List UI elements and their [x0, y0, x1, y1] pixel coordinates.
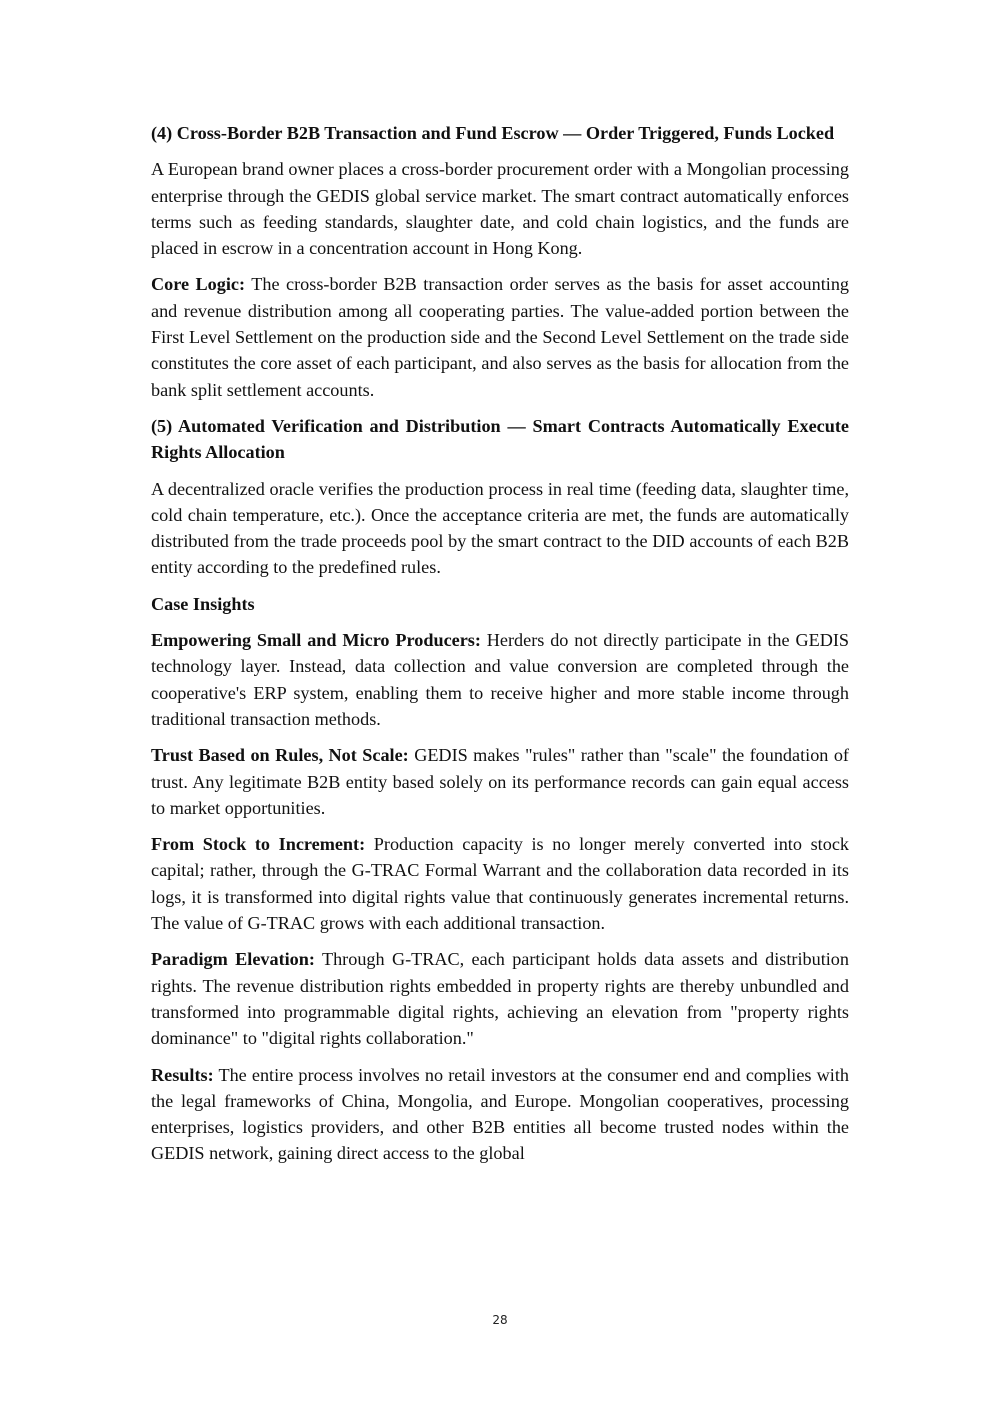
paragraph-text: Herders do not directly participate in the GEDIS technology layer. Instead, data collection and value conversion are completed through the cooperative's ERP system, enabling them to receive higher and more stable income through traditional transaction methods.	[151, 630, 849, 729]
paragraph-text: The entire process involves no retail investors at the consumer end and complies with the legal frameworks of China, Mongolia, and Europe. Mongolian cooperatives, processing enterprises, logistics providers, and other B2B entities all become trusted nodes within the GEDIS network, gaining direct access to the global	[151, 1064, 849, 1164]
paragraph-lead: Trust Based on Rules, Not Scale:	[151, 745, 409, 766]
paragraph	[151, 831, 849, 936]
paragraph-text: GEDIS makes "rules" rather than "scale" the foundation of trust. Any legitimate B2B entity based solely on its performance records can gain equal access to market opportunities.	[151, 745, 849, 818]
paragraph-lead: Results:	[151, 1064, 214, 1085]
paragraph-text: Through G-TRAC, each participant holds data assets and distribution rights. The revenue distribution rights embedded in property rights are thereby unbundled and transformed into programmable digital rights, achieving an elevation from "property rights dominance" to "digital rights collaboration."	[151, 949, 849, 1049]
paragraph-lead: Core Logic:	[151, 274, 246, 295]
section-heading: (4) Cross-Border B2B Transaction and Fund Escrow — Order Triggered, Funds Locked	[151, 123, 835, 143]
page-content	[151, 120, 849, 1177]
paragraph-text: Production capacity is no longer merely converted into stock capital; rather, through the G-TRAC Formal Warrant and the collaboration data recorded in its logs, it is transformed into digital rights value that continuously generates incremental returns. The value of G-TRAC grows with each additional transaction.	[151, 834, 849, 934]
section-case-insights	[151, 591, 849, 1167]
paragraph-lead: Empowering Small and Micro Producers:	[151, 630, 481, 651]
section-cross-border-b2b	[151, 120, 849, 403]
paragraph	[151, 1062, 849, 1167]
paragraph-lead: From Stock to Increment:	[151, 834, 366, 855]
paragraph-text: A decentralized oracle verifies the production process in real time (feeding data, slaughter time, cold chain temperature, etc.). Once the acceptance criteria are met, the funds are automatically distributed from the trade proceeds pool by the smart contract to the DID accounts of each B2B entity according to the predefined rules.	[151, 478, 849, 578]
section-heading: Case Insights	[151, 593, 255, 614]
section-automated-verification	[151, 413, 849, 581]
paragraph	[151, 271, 849, 402]
paragraph	[151, 156, 849, 261]
paragraph	[151, 627, 849, 732]
paragraph-lead: Paradigm Elevation:	[151, 949, 315, 970]
paragraph-text: The cross-border B2B transaction order serves as the basis for asset accounting and revenue distribution among all cooperating parties. The value-added portion between the First Level Settlement on the production side and the Second Level Settlement on the trade side constitutes the core asset of each participant, and also serves as the basis for allocation from the bank split settlement accounts.	[151, 274, 850, 400]
paragraph	[151, 742, 849, 821]
page-number: 28	[492, 1313, 508, 1327]
section-heading: (5) Automated Verification and Distribution — Smart Contracts Automatically Execute Rights Allocation	[151, 415, 849, 463]
paragraph-text: A European brand owner places a cross-border procurement order with a Mongolian processing enterprise through the GEDIS global service market. The smart contract automatically enforces terms such as feeding standards, slaughter date, and cold chain logistics, and the funds are placed in escrow in a concentration account in Hong Kong.	[151, 159, 849, 259]
paragraph	[151, 946, 849, 1051]
paragraph	[151, 476, 849, 581]
